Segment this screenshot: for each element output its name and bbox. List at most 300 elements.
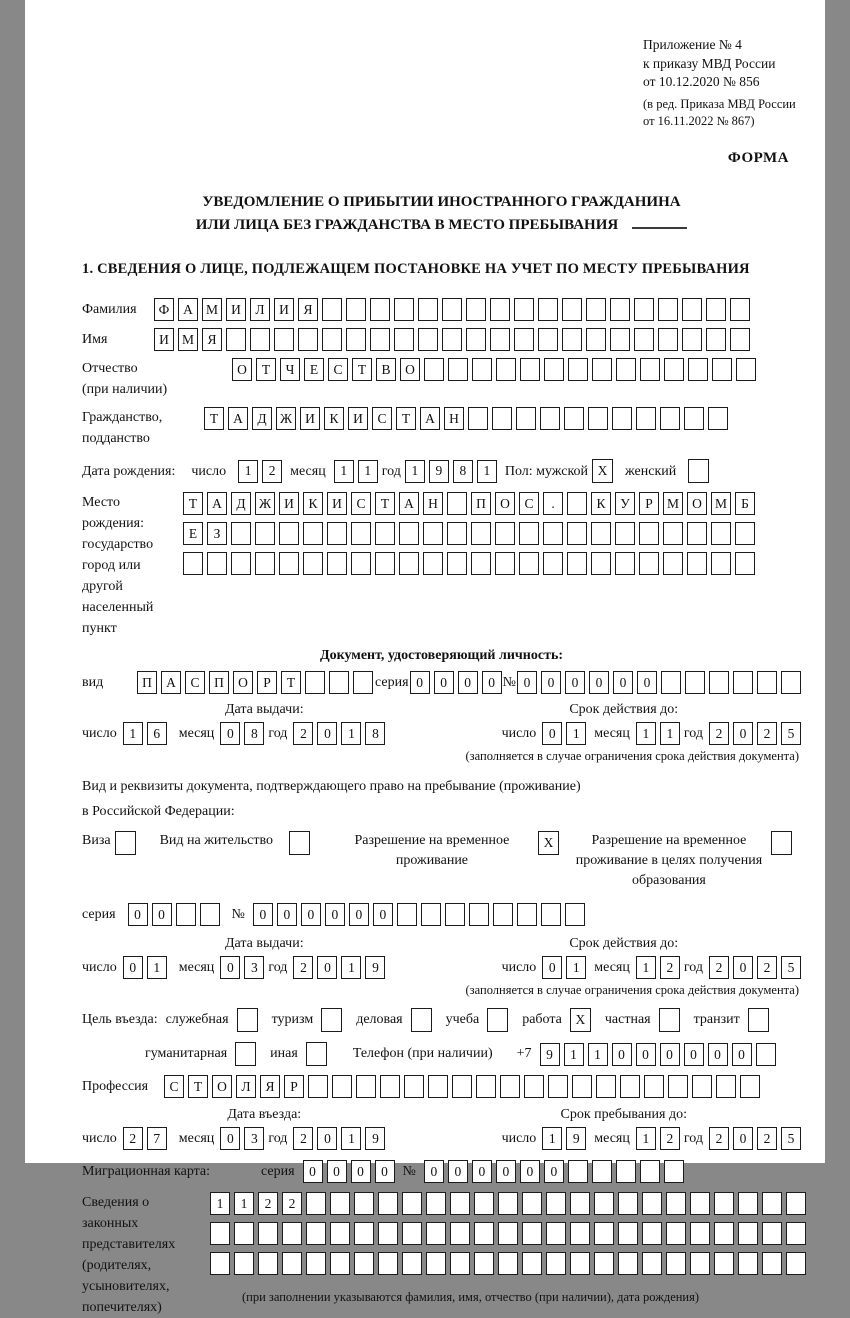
char-box[interactable]: Е [304, 358, 324, 381]
char-box[interactable]: 9 [429, 460, 449, 483]
char-box[interactable]: 0 [708, 1043, 728, 1066]
birth-place-row-3[interactable] [183, 552, 755, 575]
char-box[interactable] [519, 552, 539, 575]
char-box[interactable] [591, 522, 611, 545]
char-box[interactable]: 0 [613, 671, 633, 694]
char-box[interactable]: Я [202, 328, 222, 351]
purpose-transit-checkbox[interactable] [748, 1008, 769, 1032]
char-box[interactable] [757, 671, 777, 694]
char-box[interactable] [450, 1222, 470, 1245]
char-box[interactable]: З [207, 522, 227, 545]
char-box[interactable] [618, 1252, 638, 1275]
char-box[interactable] [351, 552, 371, 575]
stay-year-input[interactable] [709, 1127, 801, 1150]
char-box[interactable]: Я [298, 298, 318, 321]
char-box[interactable] [493, 903, 513, 926]
char-box[interactable]: 2 [262, 460, 282, 483]
char-box[interactable]: О [232, 358, 252, 381]
char-box[interactable] [207, 552, 227, 575]
birth-place-row-2[interactable] [183, 522, 755, 545]
char-box[interactable]: В [376, 358, 396, 381]
citizenship-input[interactable] [204, 407, 728, 430]
char-box[interactable] [469, 903, 489, 926]
char-box[interactable] [418, 298, 438, 321]
char-box[interactable] [762, 1222, 782, 1245]
char-box[interactable]: 6 [147, 722, 167, 745]
char-box[interactable]: Р [639, 492, 659, 515]
char-box[interactable]: П [209, 671, 229, 694]
char-box[interactable]: К [303, 492, 323, 515]
char-box[interactable]: 2 [757, 1127, 777, 1150]
char-box[interactable] [378, 1192, 398, 1215]
char-box[interactable] [568, 1160, 588, 1183]
stay-month-input[interactable] [636, 1127, 680, 1150]
char-box[interactable]: 0 [732, 1043, 752, 1066]
purpose-study-checkbox[interactable] [487, 1008, 508, 1032]
char-box[interactable] [354, 1222, 374, 1245]
char-box[interactable] [231, 522, 251, 545]
char-box[interactable]: Е [183, 522, 203, 545]
char-box[interactable]: 1 [147, 956, 167, 979]
representatives-row-1[interactable] [210, 1192, 806, 1215]
char-box[interactable] [663, 552, 683, 575]
char-box[interactable] [346, 328, 366, 351]
char-box[interactable] [447, 552, 467, 575]
char-box[interactable]: 2 [282, 1192, 302, 1215]
char-box[interactable] [564, 407, 584, 430]
char-box[interactable]: 1 [341, 722, 361, 745]
char-box[interactable] [684, 407, 704, 430]
char-box[interactable] [498, 1252, 518, 1275]
char-box[interactable]: А [228, 407, 248, 430]
char-box[interactable]: 0 [482, 671, 502, 694]
char-box[interactable] [762, 1192, 782, 1215]
char-box[interactable] [234, 1222, 254, 1245]
char-box[interactable] [330, 1252, 350, 1275]
char-box[interactable] [250, 328, 270, 351]
char-box[interactable] [258, 1222, 278, 1245]
char-box[interactable] [426, 1252, 446, 1275]
char-box[interactable]: 7 [147, 1127, 167, 1150]
char-box[interactable] [423, 552, 443, 575]
char-box[interactable] [786, 1252, 806, 1275]
char-box[interactable]: 1 [358, 460, 378, 483]
purpose-tourism-checkbox[interactable] [321, 1008, 342, 1032]
char-box[interactable]: 2 [660, 956, 680, 979]
char-box[interactable] [474, 1222, 494, 1245]
phone-input[interactable] [540, 1043, 776, 1066]
char-box[interactable] [692, 1075, 712, 1098]
permit-expiry-year-input[interactable] [709, 956, 801, 979]
char-box[interactable] [639, 522, 659, 545]
char-box[interactable] [330, 1222, 350, 1245]
char-box[interactable] [447, 492, 467, 515]
entry-day-input[interactable] [123, 1127, 167, 1150]
char-box[interactable]: И [274, 298, 294, 321]
birth-day-input[interactable] [238, 460, 282, 483]
char-box[interactable] [570, 1222, 590, 1245]
char-box[interactable] [586, 328, 606, 351]
char-box[interactable] [356, 1075, 376, 1098]
char-box[interactable] [634, 298, 654, 321]
char-box[interactable]: Т [375, 492, 395, 515]
char-box[interactable] [738, 1222, 758, 1245]
permit-issue-month-input[interactable] [220, 956, 264, 979]
char-box[interactable] [687, 522, 707, 545]
char-box[interactable] [258, 1252, 278, 1275]
char-box[interactable] [688, 358, 708, 381]
char-box[interactable] [418, 328, 438, 351]
char-box[interactable] [592, 358, 612, 381]
char-box[interactable] [322, 328, 342, 351]
purpose-work-checkbox[interactable]: X [570, 1008, 591, 1032]
char-box[interactable] [490, 298, 510, 321]
profession-input[interactable] [164, 1075, 760, 1098]
char-box[interactable] [402, 1252, 422, 1275]
char-box[interactable]: 0 [733, 1127, 753, 1150]
char-box[interactable] [640, 358, 660, 381]
char-box[interactable] [570, 1252, 590, 1275]
char-box[interactable] [642, 1222, 662, 1245]
char-box[interactable]: 2 [258, 1192, 278, 1215]
char-box[interactable] [474, 1252, 494, 1275]
char-box[interactable]: О [687, 492, 707, 515]
char-box[interactable]: О [212, 1075, 232, 1098]
char-box[interactable]: 5 [781, 1127, 801, 1150]
doc-number-input[interactable] [517, 671, 801, 694]
migration-number-input[interactable] [424, 1160, 684, 1183]
char-box[interactable]: С [164, 1075, 184, 1098]
char-box[interactable]: 2 [293, 1127, 313, 1150]
char-box[interactable] [353, 671, 373, 694]
char-box[interactable] [498, 1192, 518, 1215]
char-box[interactable]: О [233, 671, 253, 694]
char-box[interactable] [500, 1075, 520, 1098]
char-box[interactable] [231, 552, 251, 575]
char-box[interactable]: А [178, 298, 198, 321]
char-box[interactable] [714, 1192, 734, 1215]
sex-female-checkbox[interactable] [688, 459, 709, 483]
char-box[interactable] [226, 328, 246, 351]
char-box[interactable] [370, 328, 390, 351]
char-box[interactable]: 0 [317, 956, 337, 979]
char-box[interactable]: 0 [220, 956, 240, 979]
char-box[interactable] [514, 298, 534, 321]
sex-male-checkbox[interactable]: X [592, 459, 613, 483]
char-box[interactable] [567, 552, 587, 575]
char-box[interactable] [354, 1252, 374, 1275]
char-box[interactable] [370, 298, 390, 321]
char-box[interactable]: И [279, 492, 299, 515]
char-box[interactable]: 0 [458, 671, 478, 694]
char-box[interactable]: 2 [757, 956, 777, 979]
permit-issue-year-input[interactable] [293, 956, 385, 979]
char-box[interactable] [378, 1252, 398, 1275]
char-box[interactable]: 1 [341, 956, 361, 979]
char-box[interactable] [423, 522, 443, 545]
char-box[interactable] [498, 1222, 518, 1245]
char-box[interactable]: 0 [410, 671, 430, 694]
char-box[interactable]: 1 [234, 1192, 254, 1215]
char-box[interactable]: С [185, 671, 205, 694]
char-box[interactable] [522, 1252, 542, 1275]
char-box[interactable] [634, 328, 654, 351]
char-box[interactable] [519, 522, 539, 545]
char-box[interactable] [711, 552, 731, 575]
char-box[interactable] [329, 671, 349, 694]
migration-series-input[interactable] [303, 1160, 395, 1183]
char-box[interactable]: М [202, 298, 222, 321]
char-box[interactable] [568, 358, 588, 381]
char-box[interactable] [306, 1192, 326, 1215]
char-box[interactable]: Т [256, 358, 276, 381]
char-box[interactable] [541, 903, 561, 926]
char-box[interactable]: С [372, 407, 392, 430]
char-box[interactable]: 8 [244, 722, 264, 745]
char-box[interactable] [570, 1192, 590, 1215]
permit-expiry-month-input[interactable] [636, 956, 680, 979]
char-box[interactable] [735, 522, 755, 545]
char-box[interactable] [562, 328, 582, 351]
char-box[interactable]: 1 [660, 722, 680, 745]
char-box[interactable] [714, 1222, 734, 1245]
char-box[interactable] [306, 1222, 326, 1245]
char-box[interactable]: 1 [564, 1043, 584, 1066]
representatives-row-3[interactable] [210, 1252, 806, 1275]
char-box[interactable]: И [154, 328, 174, 351]
char-box[interactable]: 0 [472, 1160, 492, 1183]
char-box[interactable]: 1 [566, 956, 586, 979]
char-box[interactable] [610, 298, 630, 321]
issue-day-input[interactable] [123, 722, 167, 745]
char-box[interactable] [738, 1192, 758, 1215]
stay-day-input[interactable] [542, 1127, 586, 1150]
char-box[interactable] [520, 358, 540, 381]
char-box[interactable] [375, 522, 395, 545]
char-box[interactable]: И [226, 298, 246, 321]
char-box[interactable] [735, 552, 755, 575]
char-box[interactable] [428, 1075, 448, 1098]
char-box[interactable]: Т [204, 407, 224, 430]
char-box[interactable]: 0 [434, 671, 454, 694]
char-box[interactable] [565, 903, 585, 926]
char-box[interactable] [442, 298, 462, 321]
char-box[interactable] [522, 1222, 542, 1245]
char-box[interactable]: 1 [405, 460, 425, 483]
char-box[interactable]: Ч [280, 358, 300, 381]
char-box[interactable] [274, 328, 294, 351]
char-box[interactable] [664, 358, 684, 381]
char-box[interactable] [399, 522, 419, 545]
expiry-month-input[interactable] [636, 722, 680, 745]
char-box[interactable]: Р [257, 671, 277, 694]
char-box[interactable]: 0 [301, 903, 321, 926]
char-box[interactable] [668, 1075, 688, 1098]
char-box[interactable]: Я [260, 1075, 280, 1098]
char-box[interactable] [712, 358, 732, 381]
char-box[interactable] [496, 358, 516, 381]
char-box[interactable]: 0 [733, 956, 753, 979]
char-box[interactable] [447, 522, 467, 545]
char-box[interactable] [402, 1192, 422, 1215]
char-box[interactable]: Н [444, 407, 464, 430]
char-box[interactable]: 1 [477, 460, 497, 483]
issue-month-input[interactable] [220, 722, 264, 745]
representatives-row-2[interactable] [210, 1222, 806, 1245]
char-box[interactable] [736, 358, 756, 381]
char-box[interactable]: 1 [341, 1127, 361, 1150]
char-box[interactable] [546, 1192, 566, 1215]
char-box[interactable] [740, 1075, 760, 1098]
char-box[interactable]: П [471, 492, 491, 515]
char-box[interactable] [658, 298, 678, 321]
purpose-official-checkbox[interactable] [237, 1008, 258, 1032]
char-box[interactable] [762, 1252, 782, 1275]
char-box[interactable] [540, 407, 560, 430]
char-box[interactable] [394, 328, 414, 351]
char-box[interactable]: 0 [636, 1043, 656, 1066]
char-box[interactable] [472, 358, 492, 381]
char-box[interactable]: И [300, 407, 320, 430]
permit-issue-day-input[interactable] [123, 956, 167, 979]
char-box[interactable]: 1 [566, 722, 586, 745]
given-name-input[interactable] [154, 328, 750, 351]
char-box[interactable]: 0 [544, 1160, 564, 1183]
char-box[interactable]: 1 [588, 1043, 608, 1066]
char-box[interactable]: Т [352, 358, 372, 381]
char-box[interactable]: И [327, 492, 347, 515]
char-box[interactable] [466, 298, 486, 321]
char-box[interactable]: 1 [636, 722, 656, 745]
char-box[interactable]: 3 [244, 956, 264, 979]
char-box[interactable] [544, 358, 564, 381]
char-box[interactable] [308, 1075, 328, 1098]
char-box[interactable] [730, 328, 750, 351]
char-box[interactable] [594, 1252, 614, 1275]
char-box[interactable]: Б [735, 492, 755, 515]
char-box[interactable] [666, 1222, 686, 1245]
char-box[interactable]: 8 [365, 722, 385, 745]
char-box[interactable] [375, 552, 395, 575]
char-box[interactable] [616, 1160, 636, 1183]
char-box[interactable] [661, 671, 681, 694]
char-box[interactable] [591, 552, 611, 575]
permit-number-input[interactable] [253, 903, 585, 926]
char-box[interactable] [733, 671, 753, 694]
char-box[interactable]: Т [183, 492, 203, 515]
char-box[interactable]: 9 [365, 1127, 385, 1150]
char-box[interactable] [786, 1192, 806, 1215]
char-box[interactable]: 0 [684, 1043, 704, 1066]
char-box[interactable] [663, 522, 683, 545]
char-box[interactable] [378, 1222, 398, 1245]
char-box[interactable] [450, 1252, 470, 1275]
char-box[interactable]: 0 [541, 671, 561, 694]
char-box[interactable] [380, 1075, 400, 1098]
char-box[interactable] [644, 1075, 664, 1098]
char-box[interactable] [642, 1252, 662, 1275]
char-box[interactable] [399, 552, 419, 575]
char-box[interactable] [298, 328, 318, 351]
char-box[interactable] [524, 1075, 544, 1098]
char-box[interactable]: 1 [334, 460, 354, 483]
char-box[interactable] [330, 1192, 350, 1215]
char-box[interactable]: 2 [757, 722, 777, 745]
char-box[interactable] [522, 1192, 542, 1215]
char-box[interactable]: 0 [128, 903, 148, 926]
char-box[interactable] [495, 522, 515, 545]
expiry-year-input[interactable] [709, 722, 801, 745]
char-box[interactable]: 0 [589, 671, 609, 694]
char-box[interactable] [567, 522, 587, 545]
char-box[interactable] [448, 358, 468, 381]
char-box[interactable]: 0 [253, 903, 273, 926]
char-box[interactable]: Д [252, 407, 272, 430]
char-box[interactable]: 0 [303, 1160, 323, 1183]
char-box[interactable]: 2 [709, 722, 729, 745]
purpose-business-checkbox[interactable] [411, 1008, 432, 1032]
char-box[interactable] [450, 1192, 470, 1215]
char-box[interactable]: 2 [293, 722, 313, 745]
char-box[interactable]: М [178, 328, 198, 351]
char-box[interactable] [354, 1192, 374, 1215]
surname-input[interactable] [154, 298, 750, 321]
char-box[interactable]: К [324, 407, 344, 430]
char-box[interactable] [255, 552, 275, 575]
char-box[interactable]: 0 [220, 722, 240, 745]
char-box[interactable] [404, 1075, 424, 1098]
char-box[interactable] [471, 552, 491, 575]
char-box[interactable] [176, 903, 196, 926]
char-box[interactable] [279, 552, 299, 575]
char-box[interactable]: 0 [565, 671, 585, 694]
char-box[interactable] [543, 522, 563, 545]
char-box[interactable]: 2 [293, 956, 313, 979]
char-box[interactable] [402, 1222, 422, 1245]
char-box[interactable] [546, 1252, 566, 1275]
char-box[interactable] [322, 298, 342, 321]
char-box[interactable] [255, 522, 275, 545]
char-box[interactable]: 0 [277, 903, 297, 926]
char-box[interactable] [210, 1252, 230, 1275]
char-box[interactable] [327, 552, 347, 575]
char-box[interactable] [706, 298, 726, 321]
char-box[interactable] [346, 298, 366, 321]
char-box[interactable] [706, 328, 726, 351]
char-box[interactable]: 0 [520, 1160, 540, 1183]
char-box[interactable]: А [207, 492, 227, 515]
char-box[interactable] [636, 407, 656, 430]
purpose-private-checkbox[interactable] [659, 1008, 680, 1032]
char-box[interactable]: 5 [781, 956, 801, 979]
visa-checkbox[interactable] [115, 831, 136, 855]
char-box[interactable]: 0 [317, 722, 337, 745]
char-box[interactable] [786, 1222, 806, 1245]
char-box[interactable] [303, 522, 323, 545]
char-box[interactable] [543, 552, 563, 575]
char-box[interactable]: 2 [709, 956, 729, 979]
char-box[interactable]: 0 [733, 722, 753, 745]
char-box[interactable]: 1 [636, 956, 656, 979]
char-box[interactable] [716, 1075, 736, 1098]
char-box[interactable] [618, 1192, 638, 1215]
char-box[interactable] [538, 328, 558, 351]
char-box[interactable]: 0 [542, 722, 562, 745]
permit-expiry-day-input[interactable] [542, 956, 586, 979]
doc-series-input[interactable] [410, 671, 502, 694]
char-box[interactable] [615, 522, 635, 545]
permit-series-input[interactable] [128, 903, 220, 926]
